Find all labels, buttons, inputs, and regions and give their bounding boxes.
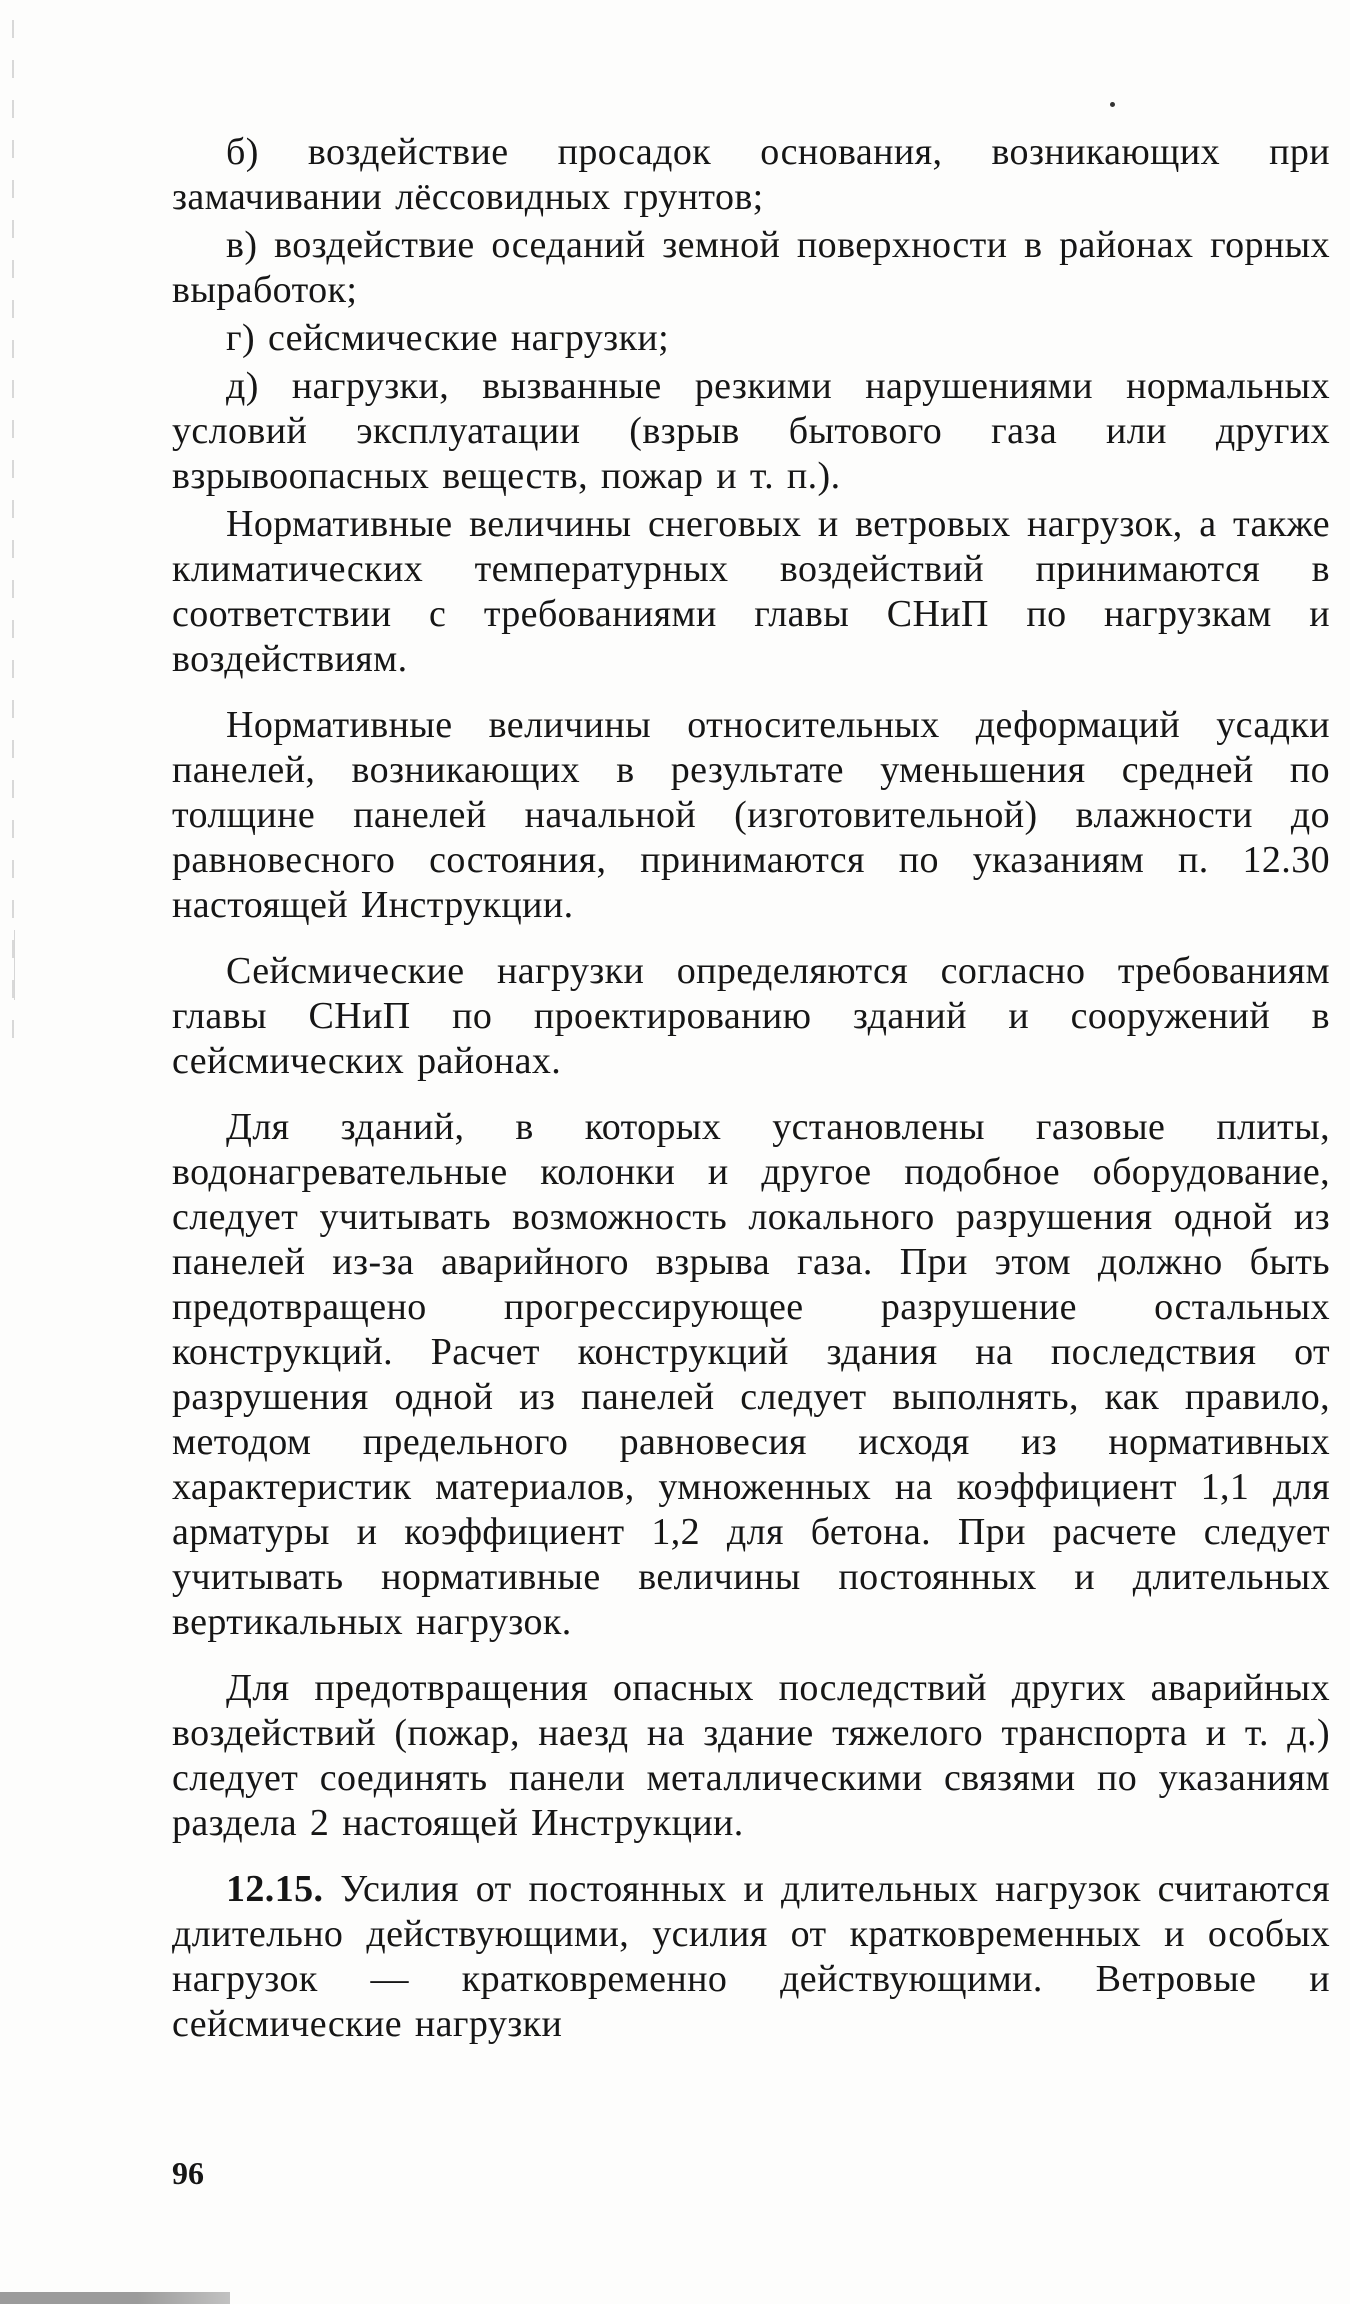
section-text: Усилия от постоянных и длительных нагрузок считаются длительно действующими, усилия от кратковременных и особых нагрузок — кратковременно действующими. Ветровые и сейсмические нагрузки <box>172 1868 1330 2045</box>
bottom-scan-strip <box>0 2292 230 2304</box>
text-column <box>172 130 1330 2047</box>
paragraph-other-accidents: Для предотвращения опасных последствий других аварийных воздействий (пожар, наезд на здание тяжелого транспорта и т. д.) следует соединять панели металлическими связями по указаниям раздела 2 настоящей Инструкции. <box>172 1667 1330 1844</box>
paragraph-gas-explosion: Для зданий, в которых установлены газовые плиты, водонагревательные колонки и другое подобное оборудование, следует учитывать возможность локального разрушения одной из панелей из-за аварийного взрыва газа. При этом должно быть предотвращено прогрессирующее разрушение остальных конструкций. Расчет конструкций здания на последствия от разрушения одной из панелей следует выполнять, как правило, методом предельного равновесия исходя из нормативных характеристик материалов, умноженных на коэффициент 1,1 для арматуры и коэффициент 1,2 для бетона. При расчете следует учитывать нормативные величины постоянных и длительных вертикальных нагрузок. <box>172 1106 1330 1643</box>
list-item-v: в) воздействие оседаний земной поверхности в районах горных выработок; <box>172 224 1330 311</box>
section-number: 12.15. <box>226 1868 324 1910</box>
page-number: 96 <box>172 2155 204 2191</box>
paragraph-shrinkage-deformations: Нормативные величины относительных деформаций усадки панелей, возникающих в результате уменьшения средней по толщине панелей начальной (изготовительной) влажности до равновесного состояния, принимаются по указаниям п. 12.30 настоящей Инструкции. <box>172 704 1330 926</box>
print-dot-mark <box>1110 102 1115 107</box>
section-12-15 <box>172 1867 1330 2047</box>
scan-edge-artifact-2 <box>14 930 15 1000</box>
list-item-d: д) нагрузки, вызванные резкими нарушениями нормальных условий эксплуатации (взрыв бытового газа или других взрывоопасных веществ, пожар и т. п.). <box>172 365 1330 497</box>
scan-edge-artifact <box>12 20 14 1040</box>
paragraph-seismic-loads: Сейсмические нагрузки определяются согласно требованиям главы СНиП по проектированию зданий и сооружений в сейсмических районах. <box>172 950 1330 1082</box>
list-item-b: б) воздействие просадок основания, возникающих при замачивании лёссовидных грунтов; <box>172 131 1330 218</box>
list-item-g: г) сейсмические нагрузки; <box>226 317 670 359</box>
paragraph-snow-wind-loads: Нормативные величины снеговых и ветровых нагрузок, а также климатических температурных воздействий принимаются в соответствии с требованиями главы СНиП по нагрузкам и воздействиям. <box>172 503 1330 680</box>
